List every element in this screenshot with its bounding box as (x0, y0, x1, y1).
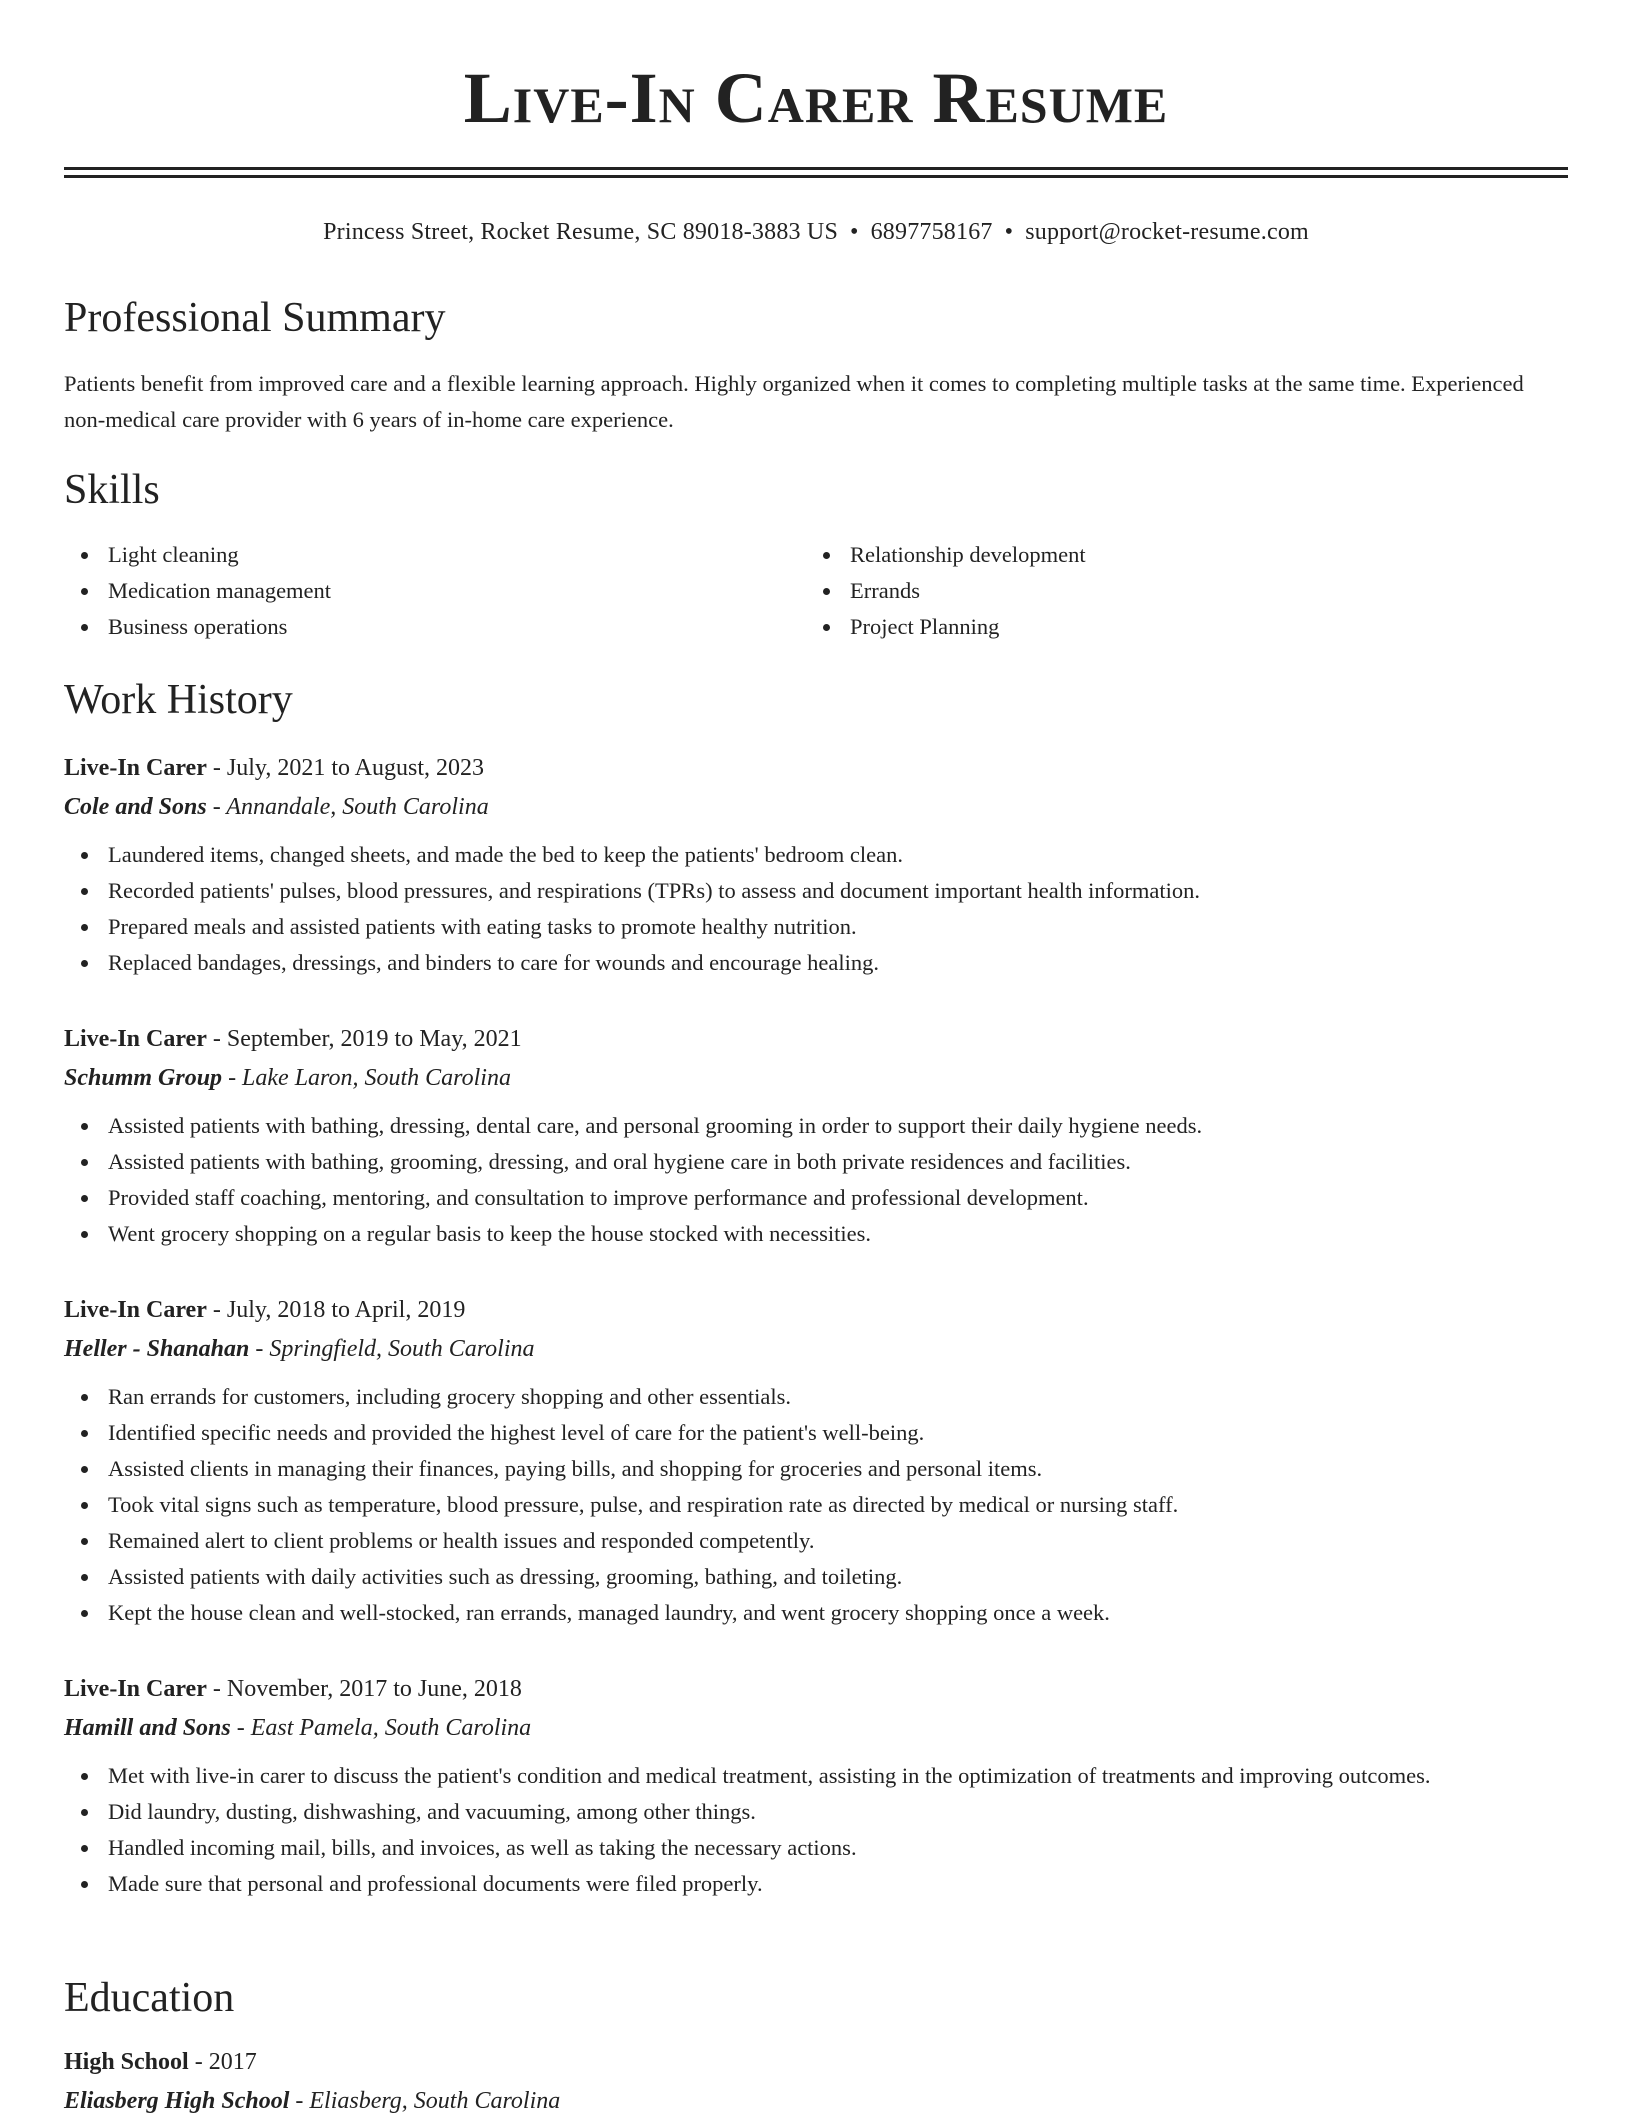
job-title-line (64, 1020, 1568, 1058)
job-bullet: Took vital signs such as temperature, blood pressure, pulse, and respiration rate as directed by medical or nursing staff. (64, 1487, 1568, 1523)
education-degree-line (64, 2043, 1568, 2081)
job-title-line (64, 1291, 1568, 1329)
job-title: Live-In Carer (64, 755, 207, 781)
contact-email: support@rocket-resume.com (1025, 219, 1309, 245)
skill-item: Business operations (64, 609, 764, 645)
job-bullet: Laundered items, changed sheets, and made the bed to keep the patients' bedroom clean. (64, 837, 1568, 873)
job-bullet: Identified specific needs and provided the highest level of care for the patient's well-being. (64, 1415, 1568, 1451)
job-entry (64, 749, 1568, 981)
skill-item: Project Planning (806, 609, 1506, 645)
job-company: Schumm Group (64, 1065, 223, 1091)
job-bullets (64, 1379, 1568, 1631)
job-bullet: Assisted clients in managing their finances, paying bills, and shopping for groceries and personal items. (64, 1451, 1568, 1487)
job-bullet: Did laundry, dusting, dishwashing, and vacuuming, among other things. (64, 1794, 1568, 1830)
job-company: Heller - Shanahan (64, 1336, 250, 1362)
job-bullet: Met with live-in carer to discuss the patient's condition and medical treatment, assisting in the optimization of treatments and improving outcomes. (64, 1758, 1568, 1794)
summary-text: Patients benefit from improved care and a flexible learning approach. Highly organized when it comes to completing multiple tasks at the same time. Experienced non-medical care provider with 6 years of in-home care experience. (64, 371, 1524, 432)
job-entry (64, 1291, 1568, 1631)
job-company: Cole and Sons (64, 794, 207, 820)
job-bullet: Assisted patients with bathing, grooming, dressing, and oral hygiene care in both private residences and facilities. (64, 1144, 1568, 1180)
job-bullet: Went grocery shopping on a regular basis to keep the house stocked with necessities. (64, 1216, 1568, 1252)
job-title-line (64, 1670, 1568, 1708)
education-heading: Education (64, 1975, 235, 2021)
job-bullets (64, 1108, 1568, 1252)
skills-column-right (806, 537, 1506, 645)
title-divider-bottom (64, 175, 1568, 178)
job-dates: - July, 2021 to August, 2023 (206, 755, 484, 781)
job-title: Live-In Carer (64, 1676, 207, 1702)
skill-item: Errands (806, 573, 1506, 609)
job-location: - Lake Laron, South Carolina (222, 1065, 511, 1091)
job-company-line (64, 1708, 1568, 1748)
job-company-line (64, 1329, 1568, 1369)
resume-title: Live-In Carer Resume (463, 58, 1169, 138)
job-bullets (64, 1758, 1568, 1902)
job-title-line (64, 749, 1568, 787)
education-school-line (64, 2081, 1568, 2121)
job-dates: - July, 2018 to April, 2019 (206, 1297, 466, 1323)
job-dates: - November, 2017 to June, 2018 (206, 1676, 522, 1702)
job-company-line (64, 1058, 1568, 1098)
contact-line (64, 216, 1568, 248)
job-dates: - September, 2019 to May, 2021 (206, 1026, 522, 1052)
job-bullets (64, 837, 1568, 981)
education-degree: High School (64, 2049, 189, 2075)
job-company: Hamill and Sons (64, 1715, 231, 1741)
job-company-line (64, 787, 1568, 827)
education-entry (64, 2043, 1568, 2121)
resume-page (64, 0, 1568, 2114)
job-entry (64, 1020, 1568, 1252)
job-bullet: Recorded patients' pulses, blood pressures, and respirations (TPRs) to assess and document important health information. (64, 873, 1568, 909)
skills-heading: Skills (64, 467, 160, 513)
education-location: - Eliasberg, South Carolina (289, 2088, 561, 2114)
skill-item: Medication management (64, 573, 764, 609)
skills-column-left (64, 537, 764, 645)
job-bullet: Ran errands for customers, including grocery shopping and other essentials. (64, 1379, 1568, 1415)
job-title: Live-In Carer (64, 1297, 207, 1323)
job-location: - Annandale, South Carolina (206, 794, 489, 820)
job-entry (64, 1670, 1568, 1902)
work-history-heading: Work History (64, 677, 293, 723)
summary-heading: Professional Summary (64, 295, 446, 341)
job-bullet: Handled incoming mail, bills, and invoices, as well as taking the necessary actions. (64, 1830, 1568, 1866)
job-bullet: Assisted patients with daily activities such as dressing, grooming, bathing, and toileting. (64, 1559, 1568, 1595)
job-location: - East Pamela, South Carolina (230, 1715, 532, 1741)
contact-address: Princess Street, Rocket Resume, SC 89018-3883 US (323, 219, 838, 245)
contact-separator: • (850, 219, 859, 245)
contact-phone: 6897758167 (870, 219, 993, 245)
job-bullet: Provided staff coaching, mentoring, and consultation to improve performance and professional development. (64, 1180, 1568, 1216)
skill-item: Relationship development (806, 537, 1506, 573)
job-bullet: Made sure that personal and professional documents were filed properly. (64, 1866, 1568, 1902)
contact-separator: • (1004, 219, 1014, 245)
job-title: Live-In Carer (64, 1026, 207, 1052)
job-bullet: Remained alert to client problems or health issues and responded competently. (64, 1523, 1568, 1559)
job-bullet: Assisted patients with bathing, dressing, dental care, and personal grooming in order to support their daily hygiene needs. (64, 1108, 1568, 1144)
job-bullet: Replaced bandages, dressings, and binders to care for wounds and encourage healing. (64, 945, 1568, 981)
education-school: Eliasberg High School (64, 2088, 290, 2114)
title-divider-top (64, 167, 1568, 170)
job-location: - Springfield, South Carolina (249, 1336, 535, 1362)
job-bullet: Kept the house clean and well-stocked, ran errands, managed laundry, and went grocery shopping once a week. (64, 1595, 1568, 1631)
education-year: - 2017 (188, 2049, 257, 2075)
job-bullet: Prepared meals and assisted patients with eating tasks to promote healthy nutrition. (64, 909, 1568, 945)
skill-item: Light cleaning (64, 537, 764, 573)
